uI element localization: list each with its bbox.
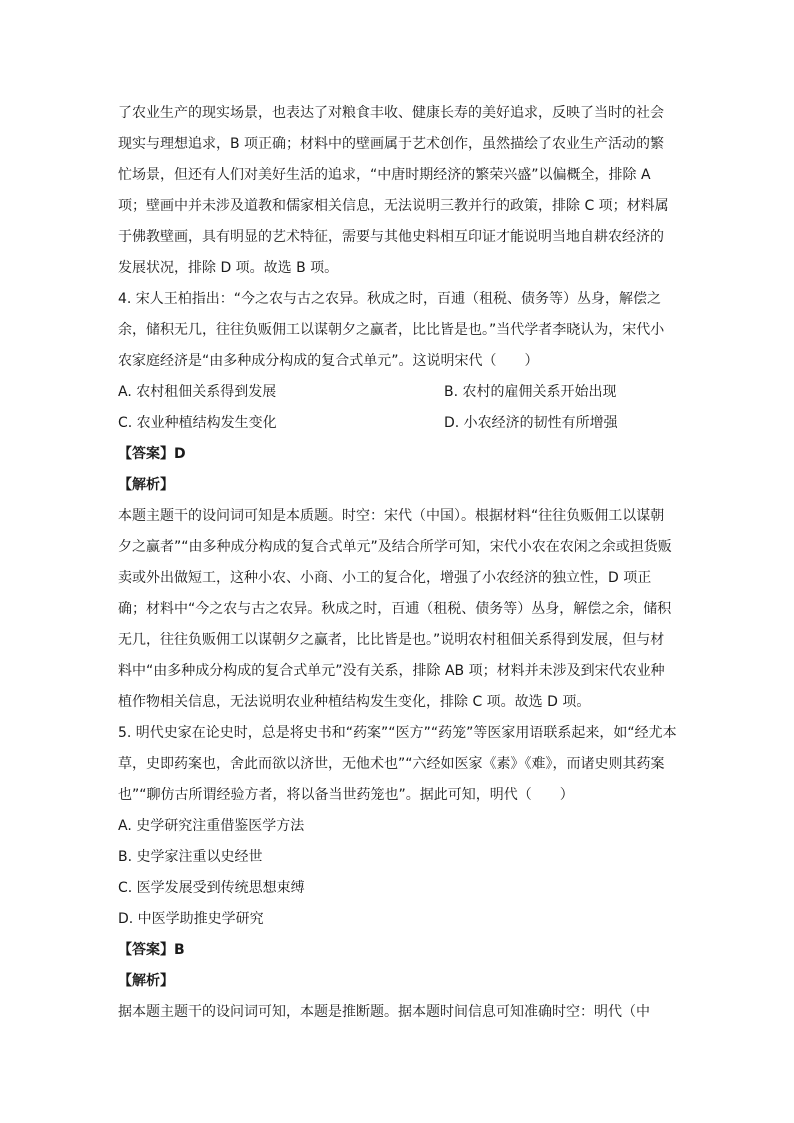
question-stem-line: 4. 宋人王柏指出：“今之农与古之农异。秋成之时，百逋（租税、债务等）丛身，解偿之 <box>118 291 662 307</box>
analysis-line: 据本题主题干的设问词可知，本题是推断题。据本题时间信息可知准确时空：明代（中 <box>118 1004 650 1020</box>
option-b: B. 农村的雇佣关系开始出现 <box>444 384 617 400</box>
text-line: 于佛教壁画，具有明显的艺术特征，需要与其他史料相互印证才能说明当地自耕农经济的 <box>118 229 664 245</box>
answer-label: 【答案】D <box>118 446 186 462</box>
analysis-line: 本题主题干的设问词可知是本质题。时空：宋代（中国）。根据材料“往往负贩佣工以谋朝 <box>118 508 665 524</box>
answer-label: 【答案】B <box>118 942 185 958</box>
option-c: C. 农业种植结构发生变化 <box>118 415 277 431</box>
question-stem-line: 草，史即药案也，舍此而欲以济世，无他术也”“六经如医家《素》《难》，而诸史则其药案 <box>118 756 665 772</box>
option-a: A. 史学研究注重借鉴医学方法 <box>118 818 305 834</box>
document-page <box>118 98 678 1028</box>
question-stem-line: 5. 明代史家在论史时，总是将史书和“药案”“医方”“药笼”等医家用语联系起来，如“经尤本 <box>118 725 677 741</box>
analysis-line: 确；材料中“今之农与古之农异。秋成之时，百逋（租税、债务等）丛身，解偿之余，储积 <box>118 601 672 617</box>
question-stem-line: 也”“聊仿古所谓经验方者，将以备当世药笼也”。据此可知，明代（ ） <box>118 787 574 803</box>
analysis-line: 夕之赢者”“由多种成分构成的复合式单元”及结合所学可知，宋代小农在农闲之余或担货贩 <box>118 539 672 555</box>
analysis-line: 料中“由多种成分构成的复合式单元”没有关系，排除 AB 项；材料并未涉及到宋代农业种 <box>118 663 665 679</box>
question-5 <box>118 718 678 1028</box>
analysis-line: 植作物相关信息，无法说明农业种植结构发生变化，排除 C 项。故选 D 项。 <box>118 694 591 710</box>
question-stem-line: 农家庭经济是“由多种成分构成的复合式单元”。这说明宋代（ ） <box>118 353 539 369</box>
text-line: 项；壁画中并未涉及道教和儒家相关信息，无法说明三教并行的政策，排除 C 项；材料属 <box>118 198 669 214</box>
previous-question-analysis <box>118 98 678 284</box>
option-a: A. 农村租佃关系得到发展 <box>118 384 277 400</box>
option-d: D. 小农经济的韧性有所增强 <box>444 415 618 431</box>
option-row <box>118 408 678 439</box>
analysis-label: 【解析】 <box>118 973 174 989</box>
question-stem-line: 余，储积无几，往往负贩佣工以谋朝夕之赢者，比比皆是也。”当代学者李晓认为，宋代小 <box>118 322 665 338</box>
text-line: 现实与理想追求，B 项正确；材料中的壁画属于艺术创作，虽然描绘了农业生产活动的繁 <box>118 136 665 152</box>
analysis-line: 卖或外出做短工，这种小农、小商、小工的复合化，增强了小农经济的独立性，D 项正 <box>118 570 652 586</box>
analysis-label: 【解析】 <box>118 477 174 493</box>
option-c: C. 医学发展受到传统思想束缚 <box>118 880 305 896</box>
text-line: 了农业生产的现实场景，也表达了对粮食丰收、健康长寿的美好追求，反映了当时的社会 <box>118 105 664 121</box>
option-d: D. 中医学助推史学研究 <box>118 911 264 927</box>
option-row <box>118 377 678 408</box>
question-4 <box>118 284 678 718</box>
text-line: 忙场景，但还有人们对美好生活的追求，“中唐时期经济的繁荣兴盛”以偏概全，排除 A <box>118 167 651 183</box>
option-b: B. 史学家注重以史经世 <box>118 849 263 865</box>
analysis-line: 无几，往往负贩佣工以谋朝夕之赢者，比比皆是也。”说明农村租佃关系得到发展，但与材 <box>118 632 665 648</box>
text-line: 发展状况，排除 D 项。故选 B 项。 <box>118 260 339 276</box>
